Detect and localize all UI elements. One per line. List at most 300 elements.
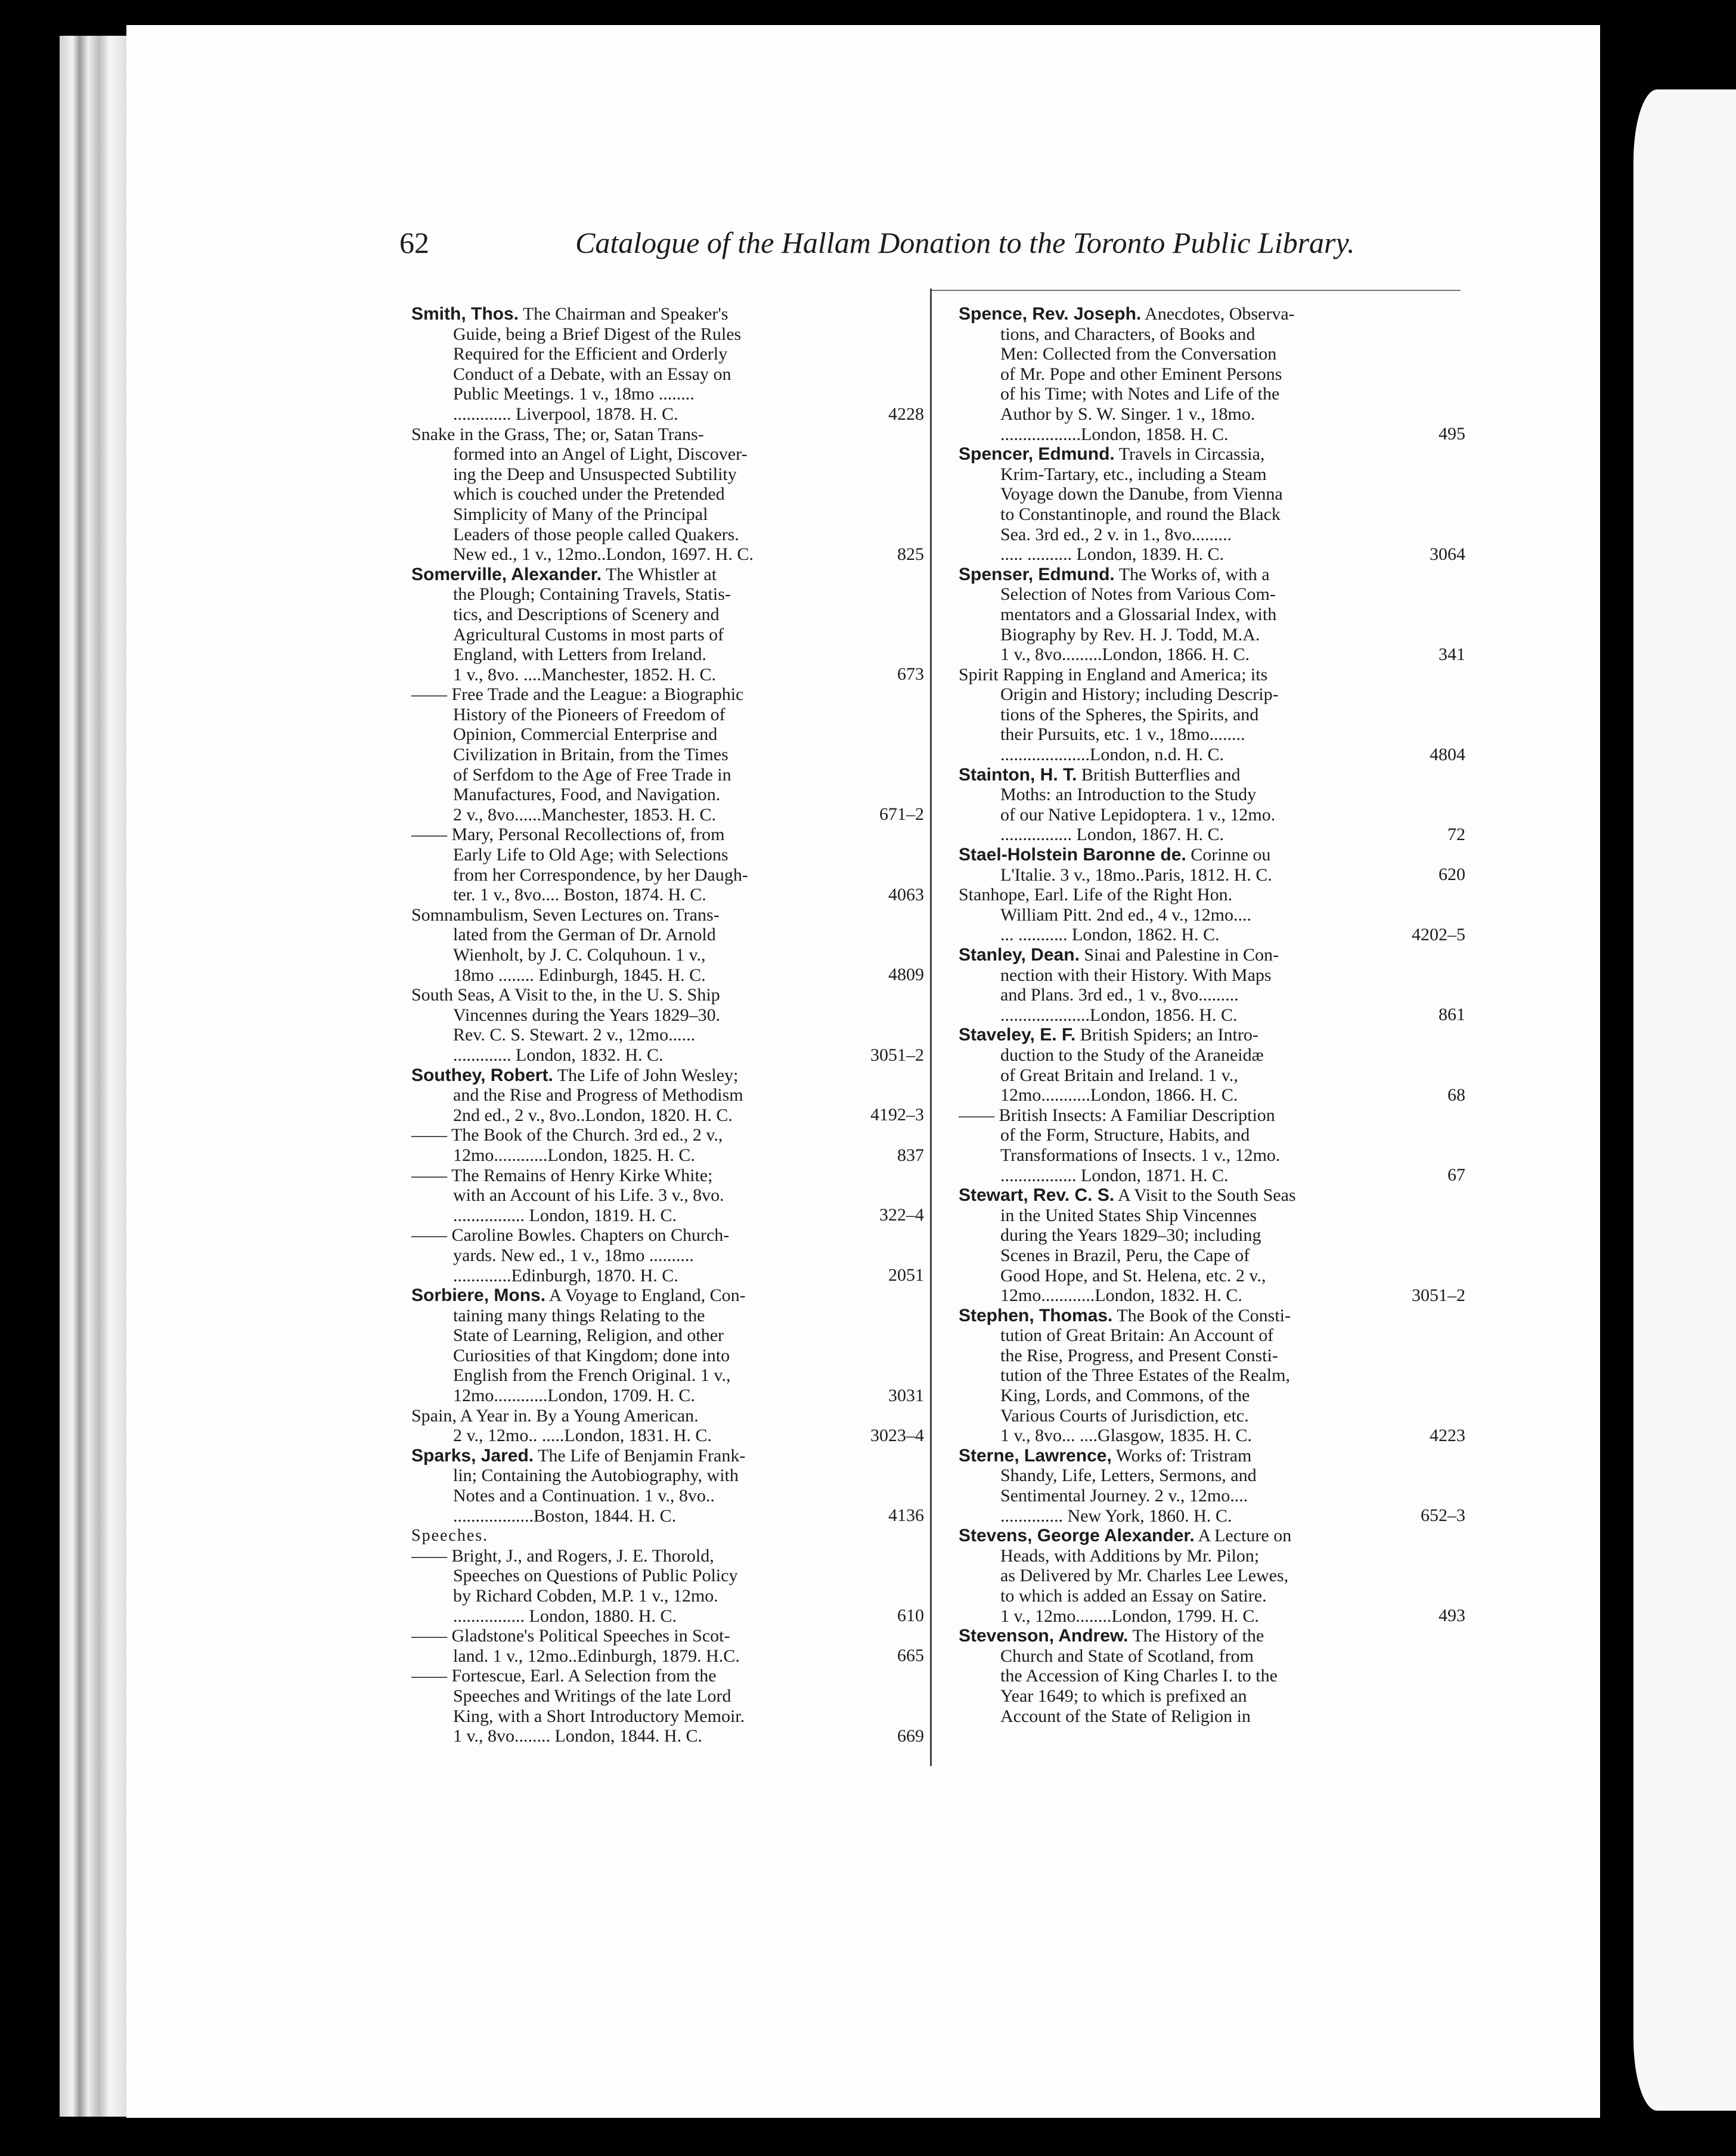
catalogue-entry	[405, 1125, 924, 1165]
page-header	[399, 225, 1443, 267]
entry-text: A Visit to the South Seas	[1118, 1185, 1296, 1206]
entry-line	[405, 584, 847, 605]
shelf-number: 3023–4	[870, 1425, 924, 1445]
page-edge-left	[60, 36, 131, 2117]
entry-line	[405, 1005, 847, 1026]
entry-line	[405, 745, 847, 765]
entry-line	[953, 684, 1388, 705]
entry-line	[953, 1706, 1388, 1727]
entry-line	[405, 1145, 847, 1166]
entry-heading: Stephen, Thomas.	[959, 1305, 1113, 1325]
catalogue-entry	[953, 1626, 1465, 1726]
entry-text: —— Gladstone's Political Speeches in Scot-	[411, 1626, 730, 1646]
entry-heading: Staveley, E. F.	[959, 1025, 1076, 1045]
entry-text: South Seas, A Visit to the, in the U. S. Ship	[411, 985, 720, 1005]
entry-heading: Stewart, Rev. C. S.	[959, 1185, 1115, 1206]
entry-text: 2nd ed., 2 v., 8vo..London, 1820. H. C.	[453, 1105, 733, 1125]
catalogue-entry	[405, 825, 924, 904]
entry-line	[405, 565, 847, 585]
entry-line	[953, 825, 1388, 845]
entry-line	[405, 1325, 847, 1346]
entry-line	[953, 625, 1388, 645]
entry-line	[405, 464, 847, 485]
entry-line	[405, 1166, 847, 1186]
entry-text: Somnambulism, Seven Lectures on. Trans-	[411, 904, 720, 925]
entry-line	[953, 1646, 1388, 1666]
entry-text: of the Form, Structure, Habits, and	[1000, 1125, 1250, 1145]
entry-line	[953, 885, 1388, 905]
entry-text: ... ........... London, 1862. H. C.	[1000, 925, 1220, 945]
entry-text: Snake in the Grass, The; or, Satan Trans-	[411, 424, 704, 444]
entry-line	[953, 705, 1388, 725]
entry-line	[953, 1225, 1388, 1246]
header-rule	[930, 290, 1461, 291]
entry-line	[953, 1566, 1388, 1586]
entry-line	[405, 404, 847, 425]
shelf-number: 3051–2	[1412, 1285, 1465, 1305]
entry-text: A Voyage to England, Con-	[548, 1285, 746, 1306]
shelf-number: 4228	[888, 404, 924, 424]
entry-text: their Pursuits, etc. 1 v., 18mo........	[1000, 724, 1245, 745]
entry-line	[953, 845, 1388, 865]
catalogue-entry	[405, 565, 924, 685]
entry-text: —— The Remains of Henry Kirke White;	[411, 1165, 713, 1185]
entry-text: English from the French Original. 1 v.,	[453, 1365, 731, 1386]
entry-text: The Life of Benjamin Frank-	[538, 1445, 746, 1466]
entry-line	[953, 484, 1388, 504]
entry-line	[953, 1166, 1388, 1186]
entry-line	[405, 1045, 847, 1065]
entry-text: 1 v., 8vo.........London, 1866. H. C.	[1000, 645, 1250, 665]
entry-line	[953, 584, 1388, 605]
entry-line	[953, 1125, 1388, 1145]
shelf-number: 3031	[888, 1385, 924, 1405]
entry-text: which is couched under the Pretended	[453, 484, 725, 504]
catalogue-entry	[405, 1626, 924, 1666]
shelf-number: 67	[1447, 1165, 1465, 1185]
shelf-number: 4136	[888, 1506, 924, 1526]
shelf-number: 3051–2	[870, 1045, 924, 1065]
entry-text: —— The Book of the Church. 3rd ed., 2 v.,	[411, 1125, 723, 1145]
entry-line	[953, 1446, 1388, 1466]
entry-text: The Life of John Wesley;	[557, 1065, 739, 1085]
shelf-number: 620	[1439, 865, 1465, 885]
shelf-number: 4804	[1430, 744, 1465, 764]
entry-line	[953, 1486, 1388, 1506]
entry-line	[953, 384, 1388, 404]
catalogue-entry	[953, 444, 1465, 565]
entry-text: during the Years 1829–30; including	[1000, 1225, 1261, 1246]
entry-line	[953, 1085, 1388, 1105]
entry-text: ................ London, 1867. H. C.	[1000, 825, 1224, 845]
entry-line	[405, 684, 847, 705]
entry-line	[953, 565, 1388, 585]
entry-text: by Richard Cobden, M.P. 1 v., 12mo.	[453, 1586, 718, 1606]
entry-text: tions, and Characters, of Books and	[1000, 324, 1256, 344]
entry-text: England, with Letters from Ireland.	[453, 645, 706, 665]
entry-text: to Constantinople, and round the Black	[1000, 504, 1281, 524]
entry-line	[953, 1365, 1388, 1386]
entry-line	[405, 785, 847, 805]
shelf-number: 493	[1439, 1606, 1465, 1626]
entry-text: formed into an Angel of Light, Discover-	[453, 444, 748, 464]
entry-line	[405, 1406, 847, 1426]
entry-text: Civilization in Britain, from the Times	[453, 745, 728, 765]
entry-text: Account of the State of Religion in	[1000, 1706, 1251, 1726]
entry-line	[953, 544, 1388, 565]
entry-text: the Accession of King Charles I. to the	[1000, 1666, 1278, 1686]
entry-text: ....................London, n.d. H. C.	[1000, 745, 1224, 765]
catalogue-entry	[405, 985, 924, 1065]
catalogue-entry	[953, 1306, 1465, 1446]
entry-line	[405, 1386, 847, 1406]
entry-line	[953, 724, 1388, 745]
entry-line	[405, 825, 847, 845]
entry-heading: Spenser, Edmund.	[959, 564, 1115, 584]
entry-text: Early Life to Old Age; with Selections	[453, 845, 728, 865]
facing-page-edge	[1633, 89, 1736, 2111]
entry-text: 12mo...........London, 1866. H. C.	[1000, 1085, 1238, 1105]
entry-text: —— Mary, Personal Recollections of, from	[411, 825, 725, 845]
entry-line	[953, 1005, 1388, 1026]
entry-line	[405, 985, 847, 1005]
entry-line	[405, 965, 847, 986]
entry-text: The History of the	[1132, 1626, 1264, 1646]
entry-line	[953, 645, 1388, 665]
shelf-number: 4192–3	[870, 1105, 924, 1125]
entry-line	[953, 985, 1388, 1005]
entry-line	[405, 925, 847, 945]
entry-line	[405, 304, 847, 324]
entry-line	[405, 1486, 847, 1506]
entry-text: tution of Great Britain: An Account of	[1000, 1325, 1274, 1346]
entry-line	[953, 364, 1388, 385]
entry-text: Rev. C. S. Stewart. 2 v., 12mo......	[453, 1025, 696, 1045]
entry-text: Travels in Circassia,	[1118, 444, 1265, 464]
entry-line	[953, 444, 1388, 464]
entry-line	[405, 484, 847, 504]
entry-text: and Plans. 3rd ed., 1 v., 8vo.........	[1000, 985, 1239, 1005]
entry-line	[953, 1466, 1388, 1486]
catalogue-entry	[953, 1446, 1465, 1526]
entry-text: Speeches.	[411, 1526, 489, 1545]
entry-line	[405, 1025, 847, 1045]
entry-line	[953, 1526, 1388, 1546]
entry-text: lated from the German of Dr. Arnold	[453, 925, 716, 945]
entry-text: Sea. 3rd ed., 2 v. in 1., 8vo.........	[1000, 524, 1232, 544]
shelf-number: 3064	[1430, 544, 1465, 564]
entry-text: and the Rise and Progress of Methodism	[453, 1085, 743, 1105]
shelf-number: 2051	[888, 1265, 924, 1285]
entry-line	[953, 1406, 1388, 1426]
entry-text: Agricultural Customs in most parts of	[453, 624, 724, 645]
entry-text: lin; Containing the Autobiography, with	[453, 1466, 739, 1486]
entry-line	[953, 605, 1388, 625]
catalogue-entry	[405, 1065, 924, 1126]
entry-text: Works of: Tristram	[1115, 1445, 1252, 1466]
entry-line	[405, 1365, 847, 1386]
entry-text: ..................Boston, 1844. H. C.	[453, 1506, 677, 1526]
entry-line	[405, 1466, 847, 1486]
entry-text: The Chairman and Speaker's	[522, 304, 728, 324]
entry-line	[953, 1606, 1388, 1627]
entry-text: 2 v., 12mo.. .....London, 1831. H. C.	[453, 1426, 712, 1446]
entry-line	[405, 805, 847, 825]
entry-line	[953, 1145, 1388, 1166]
entry-line	[405, 1225, 847, 1246]
entry-text: Scenes in Brazil, Peru, the Cape of	[1000, 1245, 1250, 1265]
catalogue-entry	[953, 665, 1465, 765]
entry-line	[953, 1045, 1388, 1065]
entry-text: tution of the Three Estates of the Realm,	[1000, 1365, 1290, 1386]
shelf-number: 665	[897, 1646, 924, 1666]
entry-line	[953, 464, 1388, 485]
entry-text: Author by S. W. Singer. 1 v., 18mo.	[1000, 404, 1256, 424]
catalogue-entry	[953, 1526, 1465, 1626]
entry-line	[953, 1025, 1388, 1045]
entry-text: New ed., 1 v., 12mo..London, 1697. H. C.	[453, 544, 754, 565]
entry-text: 1 v., 12mo........London, 1799. H. C.	[1000, 1606, 1259, 1626]
entry-line	[405, 1706, 847, 1727]
entry-line	[405, 444, 847, 464]
entry-line	[405, 324, 847, 345]
entry-line	[405, 724, 847, 745]
shelf-number: 669	[897, 1726, 924, 1746]
entry-line	[953, 1586, 1388, 1606]
entry-text: of Great Britain and Ireland. 1 v.,	[1000, 1065, 1238, 1085]
catalogue-entry	[405, 1285, 924, 1406]
entry-text: ............. London, 1832. H. C.	[453, 1045, 664, 1065]
entry-line	[953, 1306, 1388, 1326]
entry-text: the Rise, Progress, and Present Consti-	[1000, 1345, 1278, 1365]
entry-line	[405, 1566, 847, 1586]
entry-text: tions of the Spheres, the Spirits, and	[1000, 704, 1259, 724]
entry-line	[953, 785, 1388, 805]
entry-text: ..... .......... London, 1839. H. C.	[1000, 544, 1224, 565]
entry-text: —— Free Trade and the League: a Biographic	[411, 684, 744, 705]
entry-line	[405, 504, 847, 525]
entry-line	[953, 1246, 1388, 1266]
entry-line	[405, 525, 847, 545]
entry-line	[953, 1206, 1388, 1226]
entry-line	[405, 665, 847, 685]
entry-text: Curiosities of that Kingdom; done into	[453, 1345, 730, 1365]
entry-line	[953, 1626, 1388, 1646]
entry-text: ing the Deep and Unsuspected Subtility	[453, 464, 737, 484]
entry-line	[405, 364, 847, 385]
entry-text: 1 v., 8vo........ London, 1844. H. C.	[453, 1726, 703, 1746]
entry-heading: Stainton, H. T.	[959, 764, 1077, 785]
entry-line	[953, 1426, 1388, 1446]
entry-text: taining many things Relating to the	[453, 1305, 705, 1325]
entry-line	[405, 1206, 847, 1226]
entry-text: tics, and Descriptions of Scenery and	[453, 604, 720, 624]
shelf-number: 610	[897, 1606, 924, 1626]
entry-text: —— British Insects: A Familiar Description	[959, 1105, 1275, 1125]
entry-line	[405, 905, 847, 925]
entry-line	[405, 1185, 847, 1206]
entry-text: the Plough; Containing Travels, Statis-	[453, 584, 731, 605]
entry-line	[405, 1125, 847, 1145]
entry-heading: Spencer, Edmund.	[959, 444, 1115, 464]
shelf-number: 861	[1439, 1005, 1465, 1025]
entry-text: 12mo............London, 1832. H. C.	[1000, 1285, 1242, 1306]
entry-text: ..................London, 1858. H. C.	[1000, 424, 1229, 444]
entry-line	[405, 1666, 847, 1686]
entry-line	[953, 1686, 1388, 1706]
entry-text: of Serfdom to the Age of Free Trade in	[453, 764, 731, 785]
entry-text: yards. New ed., 1 v., 18mo ..........	[453, 1245, 694, 1265]
entry-line	[953, 1285, 1388, 1306]
shelf-number: 68	[1447, 1085, 1465, 1105]
entry-line	[953, 425, 1388, 445]
catalogue-entry	[953, 565, 1465, 665]
entry-line	[953, 745, 1388, 765]
entry-line	[953, 324, 1388, 345]
entry-text: ................ London, 1819. H. C.	[453, 1205, 677, 1225]
entry-text: duction to the Study of the Araneidæ	[1000, 1045, 1264, 1065]
entry-line	[405, 625, 847, 645]
entry-line	[953, 665, 1388, 685]
entry-text: Origin and History; including Descrip-	[1000, 684, 1279, 705]
entry-heading: Spence, Rev. Joseph.	[959, 304, 1142, 324]
entry-text: ....................London, 1856. H. C.	[1000, 1005, 1238, 1025]
entry-line	[405, 645, 847, 665]
shelf-number: 495	[1439, 424, 1465, 444]
entry-text: of his Time; with Notes and Life of the	[1000, 384, 1280, 404]
catalogue-entry	[953, 1105, 1465, 1185]
entry-line	[405, 1546, 847, 1566]
entry-line	[405, 1586, 847, 1606]
entry-line	[953, 504, 1388, 525]
entry-text: Stanhope, Earl. Life of the Right Hon.	[959, 885, 1233, 905]
entry-text: British Butterflies and	[1081, 764, 1241, 785]
entry-line	[953, 1105, 1388, 1126]
catalogue-entry	[953, 1185, 1465, 1306]
entry-text: Shandy, Life, Letters, Sermons, and	[1000, 1466, 1257, 1486]
left-column	[405, 304, 924, 1746]
entry-heading: Stael-Holstein Baronne de.	[959, 845, 1186, 865]
entry-line	[953, 1185, 1388, 1206]
column-divider	[930, 289, 932, 1766]
shelf-number: 4809	[888, 965, 924, 985]
entry-line	[405, 1606, 847, 1627]
entry-text: in the United States Ship Vincennes	[1000, 1205, 1257, 1225]
entry-line	[953, 805, 1388, 825]
catalogue-entry	[953, 945, 1465, 1025]
catalogue-entry	[953, 1025, 1465, 1105]
entry-text: History of the Pioneers of Freedom of	[453, 704, 726, 724]
shelf-number: 837	[897, 1145, 924, 1165]
section-label	[405, 1526, 847, 1546]
catalogue-entry	[405, 1666, 924, 1746]
catalogue-entry	[405, 1446, 924, 1526]
entry-heading: Southey, Robert.	[411, 1065, 553, 1085]
entry-text: Voyage down the Danube, from Vienna	[1000, 484, 1283, 504]
entry-line	[405, 1065, 847, 1086]
entry-heading: Stevens, George Alexander.	[959, 1526, 1195, 1546]
entry-text: —— Bright, J., and Rogers, J. E. Thorold,	[411, 1545, 714, 1566]
entry-heading: Sparks, Jared.	[411, 1445, 534, 1466]
entry-text: Biography by Rev. H. J. Todd, M.A.	[1000, 624, 1260, 645]
entry-line	[405, 384, 847, 404]
entry-text: Guide, being a Brief Digest of the Rules	[453, 324, 742, 344]
entry-text: Speeches and Writings of the late Lord	[453, 1686, 731, 1706]
entry-text: L'Italie. 3 v., 18mo..Paris, 1812. H. C.	[1000, 865, 1272, 885]
entry-text: from her Correspondence, by her Daugh-	[453, 865, 748, 885]
shelf-number: 825	[897, 544, 924, 564]
entry-text: Spain, A Year in. By a Young American.	[411, 1405, 699, 1426]
entry-text: 1 v., 8vo. ....Manchester, 1852. H. C.	[453, 664, 716, 684]
shelf-number: 72	[1447, 825, 1465, 845]
entry-line	[953, 304, 1388, 324]
entry-text: Speeches on Questions of Public Policy	[453, 1566, 738, 1586]
catalogue-entry	[953, 304, 1465, 444]
entry-text: Vincennes during the Years 1829–30.	[453, 1005, 721, 1025]
entry-text: Anecdotes, Observa-	[1145, 304, 1295, 324]
entry-text: 1 v., 8vo... ....Glasgow, 1835. H. C.	[1000, 1426, 1252, 1446]
entry-line	[405, 1246, 847, 1266]
entry-line	[953, 525, 1388, 545]
entry-text: mentators and a Glossarial Index, with	[1000, 604, 1277, 624]
entry-text: 12mo............London, 1825. H. C.	[453, 1145, 695, 1165]
entry-line	[953, 905, 1388, 925]
entry-line	[953, 1506, 1388, 1526]
entry-text: land. 1 v., 12mo..Edinburgh, 1879. H.C.	[453, 1646, 740, 1666]
shelf-number: 652–3	[1421, 1506, 1465, 1526]
entry-heading: Smith, Thos.	[411, 304, 519, 324]
entry-text: King, Lords, and Commons, of the	[1000, 1386, 1250, 1406]
entry-heading: Stanley, Dean.	[959, 945, 1080, 965]
shelf-number: 671–2	[879, 804, 924, 825]
entry-text: Opinion, Commercial Enterprise and	[453, 724, 718, 745]
entry-line	[953, 1546, 1388, 1566]
entry-text: Spirit Rapping in England and America; its	[959, 664, 1268, 684]
entry-line	[405, 1346, 847, 1366]
entry-line	[953, 965, 1388, 986]
catalogue-entry	[953, 845, 1465, 885]
entry-text: The Whistler at	[606, 564, 717, 584]
entry-line	[405, 1426, 847, 1446]
catalogue-entry	[405, 684, 924, 825]
shelf-number: 4223	[1430, 1425, 1465, 1445]
entry-text: with an Account of his Life. 3 v., 8vo.	[453, 1185, 724, 1206]
catalogue-entry	[405, 905, 924, 985]
entry-line	[953, 1266, 1388, 1286]
catalogue-entry	[405, 1225, 924, 1285]
entry-line	[953, 1346, 1388, 1366]
entry-line	[953, 344, 1388, 364]
catalogue-entry	[953, 765, 1465, 845]
catalogue-entry	[405, 1546, 924, 1626]
entry-text: Public Meetings. 1 v., 18mo ........	[453, 384, 695, 404]
entry-line	[405, 1646, 847, 1666]
shelf-number: 341	[1439, 644, 1465, 664]
entry-text: Selection of Notes from Various Com-	[1000, 584, 1276, 605]
entry-text: Notes and a Continuation. 1 v., 8vo..	[453, 1486, 715, 1506]
entry-heading: Sorbiere, Mons.	[411, 1285, 546, 1306]
shelf-number: 322–4	[879, 1205, 924, 1225]
catalogue-entry	[405, 1406, 924, 1446]
entry-text: Wienholt, by J. C. Colquhoun. 1 v.,	[453, 945, 706, 965]
entry-text: Simplicity of Many of the Principal	[453, 504, 708, 524]
entry-text: 18mo ........ Edinburgh, 1845. H. C.	[453, 965, 706, 985]
entry-line	[405, 945, 847, 965]
entry-line	[405, 1285, 847, 1306]
entry-text: State of Learning, Religion, and other	[453, 1325, 724, 1346]
entry-line	[405, 885, 847, 905]
entry-text: —— Caroline Bowles. Chapters on Church-	[411, 1225, 730, 1246]
